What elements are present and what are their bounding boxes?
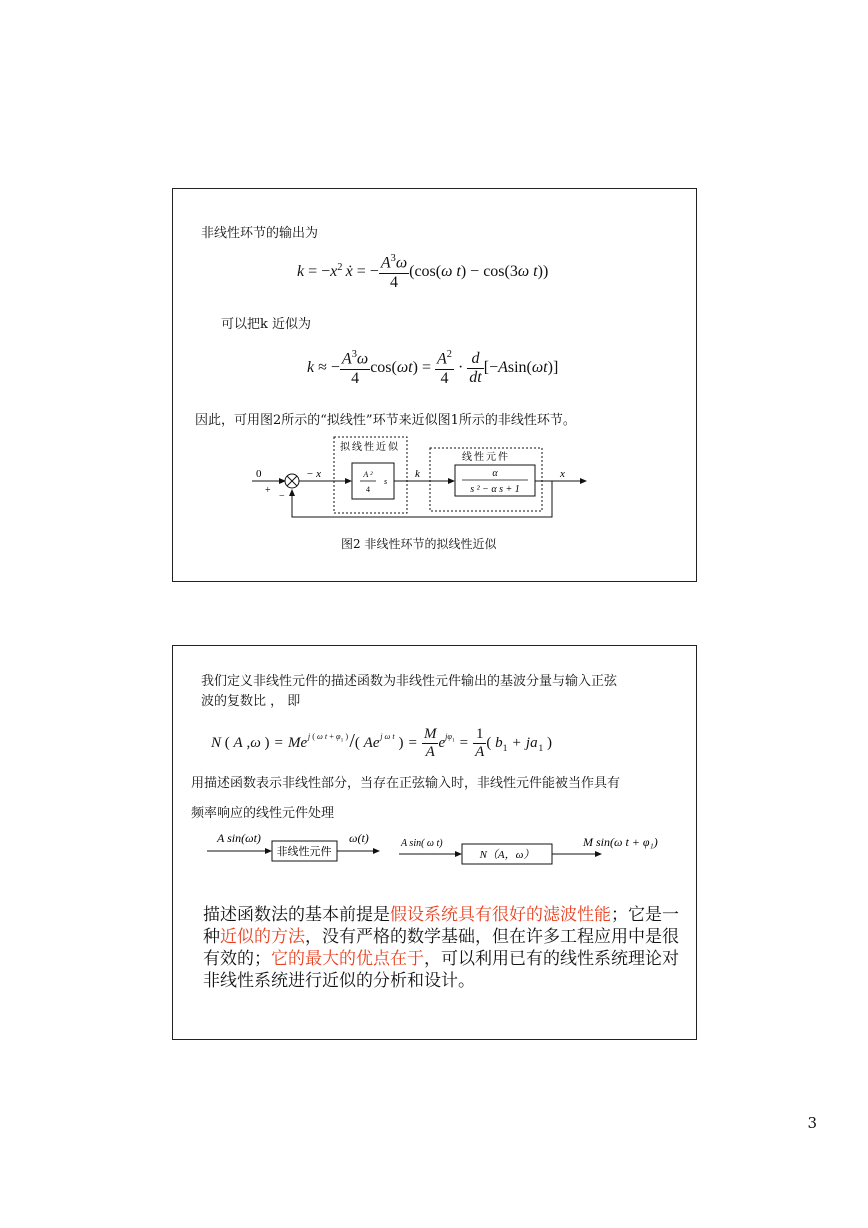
para-highlight-approx: 近似的方法 xyxy=(220,927,305,947)
block2-denominator: s ² − α s + 1 xyxy=(470,484,520,495)
intro-text: 非线性环节的输出为 xyxy=(201,226,319,241)
equation-describing-function: N ( A ,ω ) = Me $^{j ( \omega t + \varphi_1 )}$ /( Ae $^{j \omega t}$ ) = $\frac{M}{A}$ $e^{j\varphi_1}$ = $\frac{1}{A}$ ( $b_1$ + ja $_1$ ) xyxy=(211,726,553,761)
right-input-label: A sin( ω t) xyxy=(401,838,443,849)
plus-sign: + xyxy=(265,485,271,496)
left-input-label: A sin(ωt) xyxy=(217,831,261,845)
describing-function-paragraph xyxy=(203,904,679,992)
equation-k-output: $k = -x^2$ ẋ = − $\frac{A^3\omega}{4}$ (cos(ω t) − cos(3ω t)) xyxy=(297,253,549,291)
output-label: x xyxy=(560,468,565,480)
intro-line-1: 我们定义非线性元件的描述函数为非线性元件输出的基波分量与输入正弦 xyxy=(201,674,618,689)
para-highlight-advantage: 它的最大的优点在于 xyxy=(271,949,424,969)
input-label: 0 xyxy=(256,468,262,480)
slide-1 xyxy=(172,188,697,582)
conclusion-text: 因此，可用图2所示的“拟线性”环节来近似图1所示的非线性环节。 xyxy=(195,413,576,428)
dashed-box1-label: 拟线性近似 xyxy=(340,442,400,453)
describing-function-diagram xyxy=(203,828,683,868)
equation-k-approx: k ≈ − $\frac{A^3\omega}{4}$ cos(ωt) = $\frac{A^2}{4}$ · $\frac{d}{dt}$ [−Asin(ωt)] xyxy=(307,349,559,387)
right-block-label: N（A，ω） xyxy=(479,849,535,861)
right-output-label: M sin(ω t + φ₁) xyxy=(583,835,658,849)
para-highlight-filter: 假设系统具有很好的滤波性能 xyxy=(390,905,611,925)
intro-line-2: 波的复数比 ， 即 xyxy=(201,694,301,709)
minus-sign: − xyxy=(279,491,285,502)
body-line-2: 频率响应的线性元件处理 xyxy=(191,806,335,821)
slide-2 xyxy=(172,645,697,1040)
error-label: − x xyxy=(306,468,322,480)
block1-s: s xyxy=(384,477,388,486)
figure-caption: 图2 非线性环节的拟线性近似 xyxy=(341,537,497,551)
left-block-label: 非线性元件 xyxy=(276,846,332,858)
body-line-1: 用描述函数表示非线性部分，当存在正弦输入时，非线性元件能被当作具有 xyxy=(191,776,621,791)
left-output-label: ω(t) xyxy=(349,831,369,845)
page-number: 3 xyxy=(807,1114,817,1132)
para-s5: ，没有严格的数学基础，但在许多工程应用中是很有效的； xyxy=(203,927,679,969)
k-label: k xyxy=(415,468,420,480)
approx-text: 可以把k 近似为 xyxy=(221,317,312,332)
para-s7: ，可以利用已有的线性系统理论对非线性系统进行近似的分析和设计。 xyxy=(203,949,679,991)
para-s3: ；它是一种 xyxy=(203,905,679,947)
quasi-linear-block-diagram xyxy=(248,433,608,523)
dashed-box2-label: 线性元件 xyxy=(462,452,510,463)
block1-numerator: A ² xyxy=(363,470,373,479)
block2-numerator: α xyxy=(492,468,498,479)
block1-denominator: 4 xyxy=(366,485,370,494)
para-s1: 描述函数法的基本前提是 xyxy=(203,905,390,925)
